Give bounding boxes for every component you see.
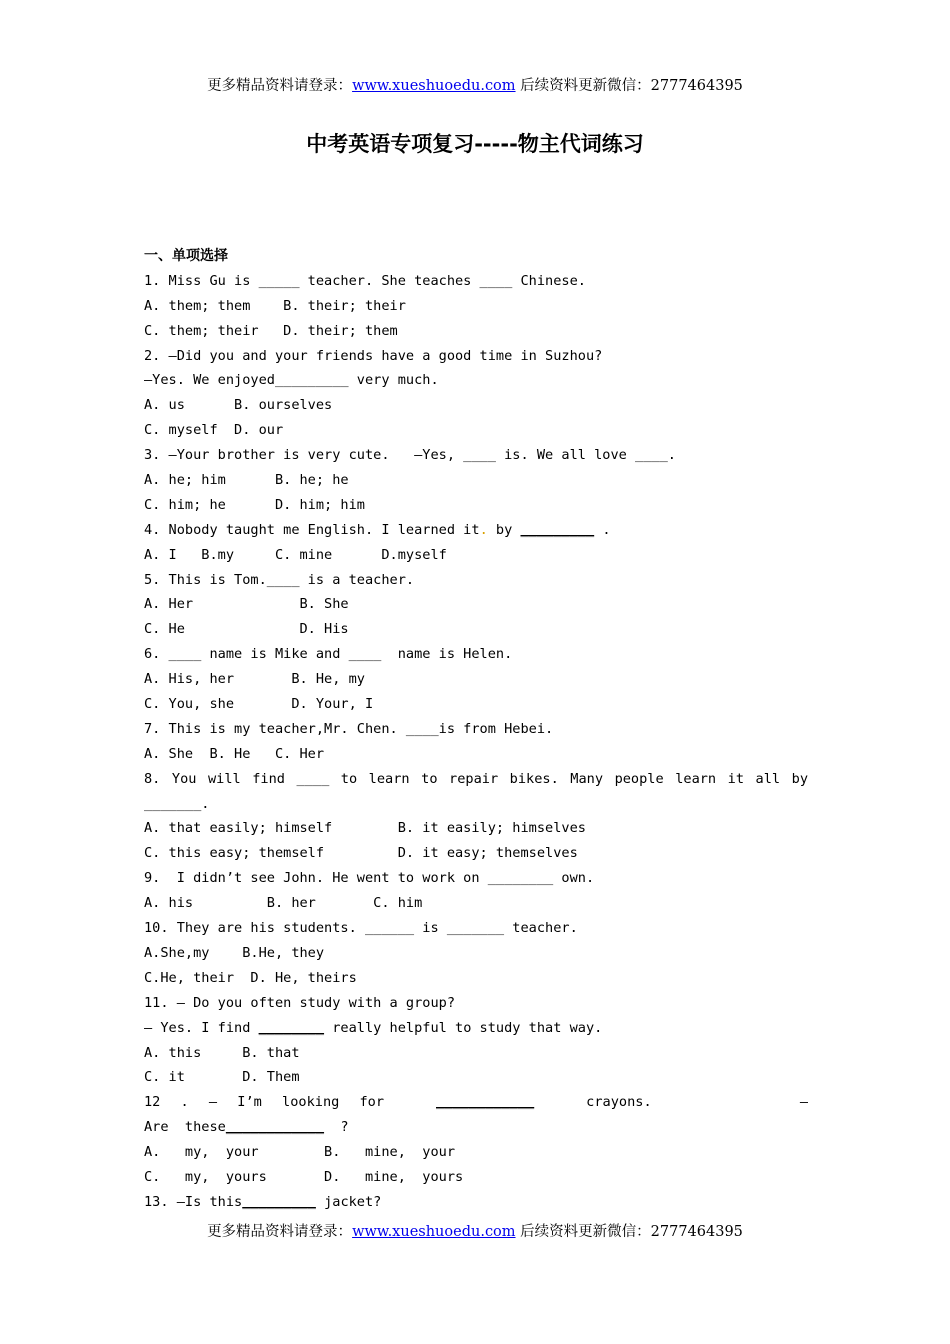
q11-reply [144,1016,808,1041]
header-suffix: 后续资料更新微信：2777464395 [515,78,743,94]
header-link[interactable]: www.xueshuoedu.com [352,78,516,94]
q12-options-cd: C. my, yours D. mine, yours [144,1168,464,1185]
q10-options-ab: A.She,my B.He, they [144,944,325,961]
q3-options-cd: C. him; he D. him; him [144,496,365,513]
q3-options-ab: A. he; him B. he; he [144,472,349,489]
q12-are-these: Are these [144,1119,226,1136]
q1-options-ab: A. them; them B. their; their [144,297,406,314]
q4-text-by: by [487,521,521,538]
question-4 [144,518,808,543]
q13-start: 13. —Is this [144,1193,243,1210]
q4-blank: _________ [520,521,595,538]
q12-question-mark: ? [324,1119,349,1136]
q2-reply: —Yes. We enjoyed_________ very much. [144,372,439,389]
page-title: 中考英语专项复习-----物主代词练习 [306,132,644,156]
q5-options-cd: C. He D. His [144,621,349,638]
q11-reply-end: really helpful to study that way. [324,1019,603,1036]
q6-options-cd: C. You, she D. Your, I [144,696,374,713]
q11-options-cd: C. it D. Them [144,1069,300,1086]
footer-prefix: 更多精品资料请登录： [207,1224,353,1240]
q6-options-ab: A. His, her B. He, my [144,671,365,688]
q2-options-cd: C. myself D. our [144,422,284,439]
q12-options-ab: A. my, your B. mine, your [144,1144,455,1161]
q4-text: 4. Nobody taught me English. I learned it [144,521,480,538]
q12-blank: ____________ [436,1094,535,1111]
section-heading: 一、单项选择 [144,248,228,264]
q10-options-cd: C.He, their D. He, theirs [144,969,357,986]
question-12 [144,1090,808,1115]
question-1: 1. Miss Gu is _____ teacher. She teaches ____ Chinese. [144,272,586,289]
q4-options: A. I B.my C. mine D.myself [144,546,447,563]
page-header [0,74,950,95]
q7-options: A. She B. He C. Her [144,745,325,762]
question-13 [144,1190,808,1215]
q11-options-ab: A. this B. that [144,1044,300,1061]
q9-options: A. his B. her C. him [144,895,423,912]
q13-end: jacket? [315,1193,382,1210]
q1-options-cd: C. them; their D. their; them [144,322,398,339]
q13-blank: _________ [242,1193,316,1210]
q8-options-cd: C. this easy; themself D. it easy; themselves [144,845,578,862]
q5-options-ab: A. Her B. She [144,596,349,613]
q12-start: 12 . — I’m looking for [144,1094,385,1111]
q8-continued: _______. [144,795,210,812]
q11-blank: ________ [258,1019,325,1036]
question-7: 7. This is my teacher,Mr. Chen. ____is from Hebei. [144,720,554,737]
question-10: 10. They are his students. ______ is _______ teacher. [144,920,578,937]
question-2: 2. —Did you and your friends have a good time in Suzhou? [144,347,603,364]
q11-reply-start: — Yes. I find [144,1019,259,1036]
q8-options-ab: A. that easily; himself B. it easily; himselves [144,820,586,837]
q4-end: . [594,521,611,538]
q2-options-ab: A. us B. ourselves [144,397,333,414]
q12-blank-2: ____________ [225,1119,325,1136]
question-8: 8. You will find ____ to learn to repair bikes. Many people learn it all by [144,770,808,787]
exercise-content [144,244,808,1215]
footer-link[interactable]: www.xueshuoedu.com [352,1224,516,1240]
q12-end: crayons. — [586,1094,808,1111]
question-6: 6. ____ name is Mike and ____ name is Helen. [144,646,513,663]
question-9: 9. I didn’t see John. He went to work on ________ own. [144,870,595,887]
header-prefix: 更多精品资料请登录： [207,78,353,94]
question-5: 5. This is Tom.____ is a teacher. [144,571,415,588]
q12-continued [144,1115,808,1140]
question-11: 11. — Do you often study with a group? [144,994,455,1011]
footer-suffix: 后续资料更新微信：2777464395 [515,1224,743,1240]
question-3: 3. —Your brother is very cute. —Yes, ____ is. We all love ____. [144,447,676,464]
page-footer [0,1220,950,1241]
mark-dot: . [479,521,488,538]
